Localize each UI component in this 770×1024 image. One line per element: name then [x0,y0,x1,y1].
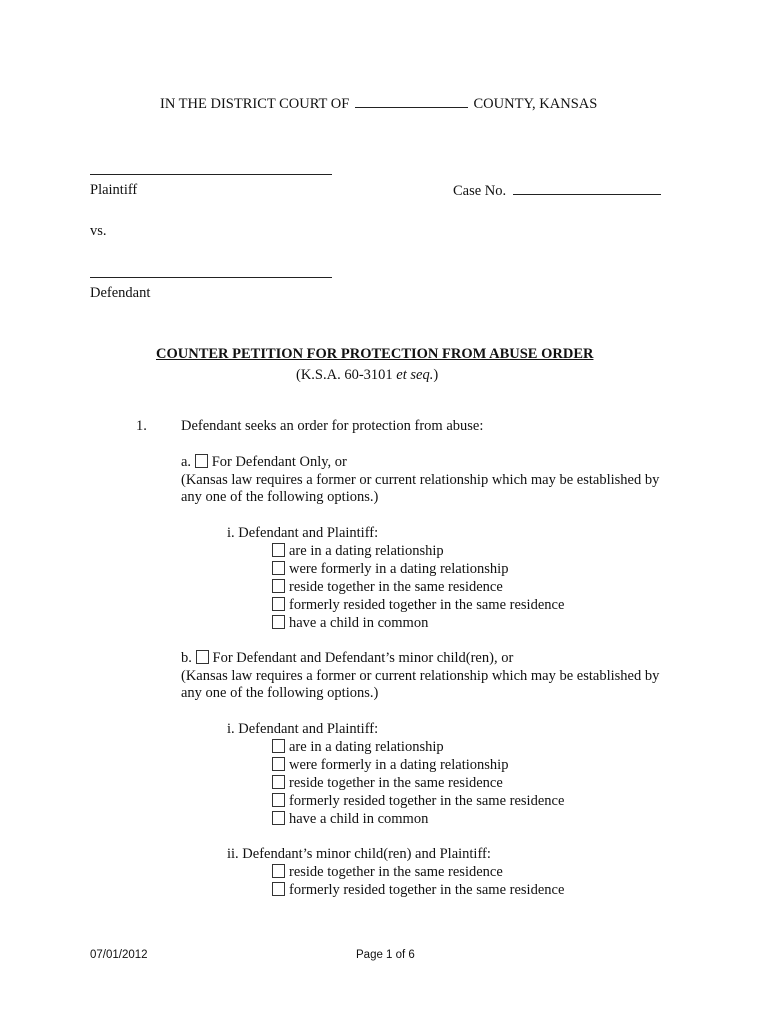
option-b-sub-i-item [272,811,428,828]
checkbox[interactable] [272,864,285,878]
option-b-sub-ii-heading: ii. Defendant’s minor child(ren) and Plaintiff: [227,846,491,862]
checkbox[interactable] [272,757,285,771]
option-b-sub-ii-item [272,882,564,899]
plaintiff-label: Plaintiff [90,182,138,198]
defendant-name-field[interactable] [90,277,332,278]
checkbox[interactable] [272,739,285,753]
checkbox-label: reside together in the same residence [289,775,503,791]
footer-page-number: Page 1 of 6 [356,949,415,961]
option-a-checkbox[interactable] [195,454,208,468]
checkbox-label: are in a dating relationship [289,543,444,559]
option-b-letter: b. [181,650,192,666]
checkbox[interactable] [272,793,285,807]
option-a-note-line2: any one of the following options.) [181,489,379,505]
checkbox-label: reside together in the same residence [289,579,503,595]
statute-prefix: (K.S.A. 60-3101 [296,367,397,383]
court-prefix: IN THE DISTRICT COURT OF [160,96,350,112]
item-text: Defendant seeks an order for protection from abuse: [181,418,484,434]
defendant-label: Defendant [90,285,151,301]
option-a-sub-i-item [272,579,503,596]
checkbox-label: were formerly in a dating relationship [289,757,509,773]
checkbox[interactable] [272,543,285,557]
checkbox[interactable] [272,811,285,825]
option-b-sub-i-item [272,739,444,756]
option-a-label: For Defendant Only, or [211,454,347,470]
option-b-note-line2: any one of the following options.) [181,685,379,701]
checkbox[interactable] [272,775,285,789]
case-no-field[interactable] [513,182,661,195]
plaintiff-name-field[interactable] [90,174,332,175]
option-b-label: For Defendant and Defendant’s minor child(ren), or [212,650,514,666]
checkbox-label: reside together in the same residence [289,864,503,880]
case-no-label: Case No. [453,183,507,199]
case-number [453,182,661,200]
checkbox[interactable] [272,597,285,611]
option-a-sub-i-heading: i. Defendant and Plaintiff: [227,525,379,541]
statute-suffix: ) [433,367,439,383]
court-header [160,95,597,113]
option-a-sub-i-item [272,597,564,614]
option-b [181,650,513,667]
statute-italic: et seq. [396,367,434,383]
checkbox-label: have a child in common [289,811,429,827]
option-b-sub-i-item [272,757,508,774]
checkbox-label: have a child in common [289,615,429,631]
option-b-sub-ii-item [272,864,503,881]
option-b-note-line1: (Kansas law requires a former or current relationship which may be established by [181,668,660,684]
option-b-sub-i-item [272,775,503,792]
option-a-sub-i-item [272,561,508,578]
option-a [181,454,347,471]
footer-date: 07/01/2012 [90,949,148,961]
checkbox[interactable] [272,882,285,896]
checkbox-label: formerly resided together in the same residence [289,793,565,809]
checkbox[interactable] [272,561,285,575]
option-b-sub-i-item [272,793,564,810]
option-a-sub-i-item [272,615,428,632]
option-a-sub-i-item [272,543,444,560]
document-title: COUNTER PETITION FOR PROTECTION FROM ABUSE ORDER [156,346,594,362]
checkbox-label: formerly resided together in the same residence [289,882,565,898]
checkbox-label: formerly resided together in the same residence [289,597,565,613]
statute-reference [296,367,438,384]
county-field[interactable] [355,95,468,108]
option-b-sub-i-heading: i. Defendant and Plaintiff: [227,721,379,737]
county-suffix: COUNTY, KANSAS [473,96,598,112]
option-b-checkbox[interactable] [196,650,209,664]
option-a-note-line1: (Kansas law requires a former or current relationship which may be established by [181,472,660,488]
vs-label: vs. [90,223,107,239]
checkbox[interactable] [272,579,285,593]
checkbox-label: are in a dating relationship [289,739,444,755]
checkbox[interactable] [272,615,285,629]
option-a-letter: a. [181,454,192,470]
item-number: 1. [136,418,147,434]
checkbox-label: were formerly in a dating relationship [289,561,509,577]
